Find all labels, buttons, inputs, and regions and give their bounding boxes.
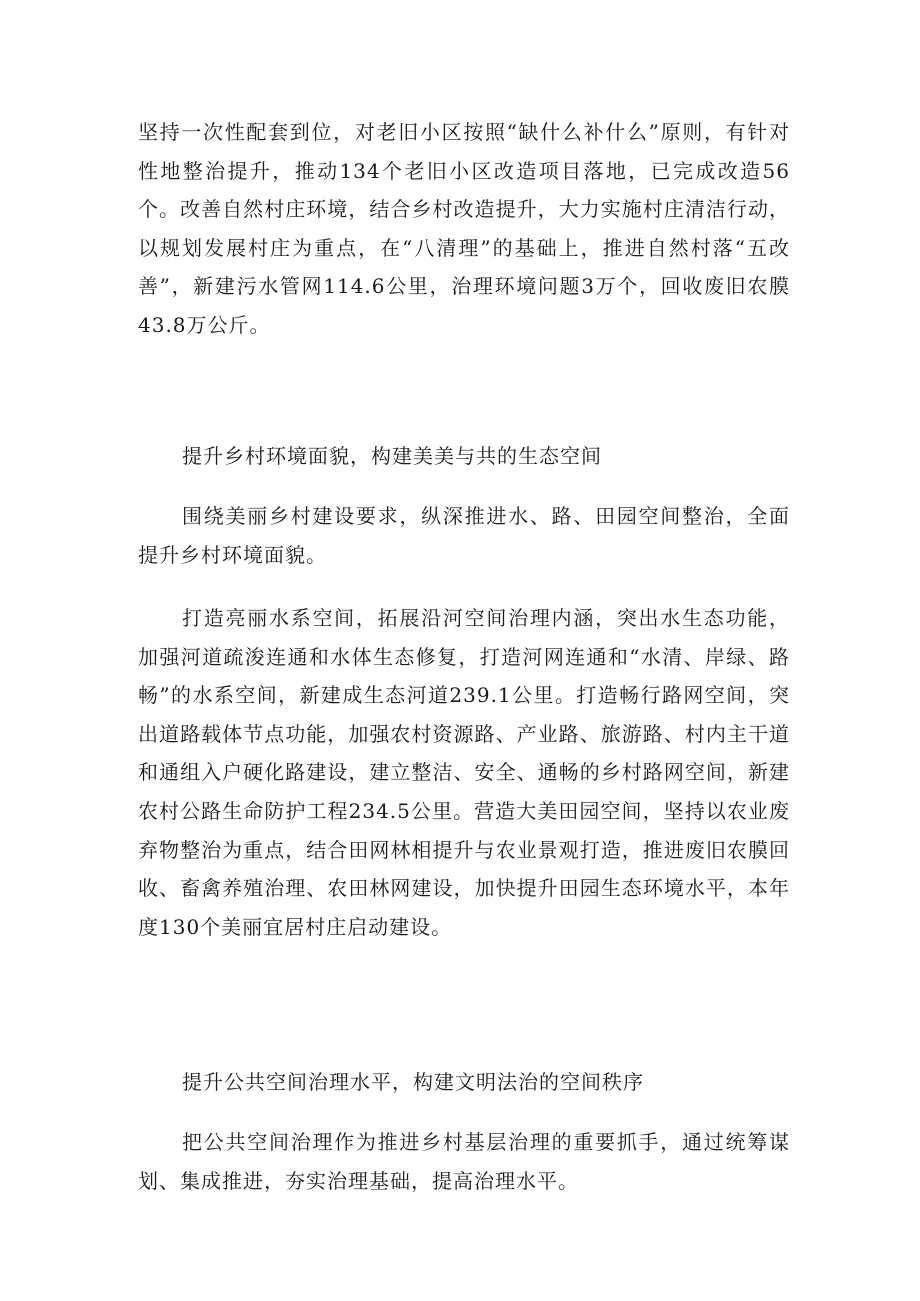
section-heading-environment: 提升乡村环境面貌，构建美美与共的生态空间 <box>182 444 602 468</box>
paragraph-environment-intro: 围绕美丽乡村建设要求，纵深推进水、路、田园空间整治，全面提升乡村环境面貌。 <box>138 504 790 567</box>
paragraph-spaces-detail: 打造亮丽水系空间，拓展沿河空间治理内涵，突出水生态功能，加强河道疏浚连通和水体生态修复，打造河网连通和“水清、岸绿、路畅”的水系空间，新建成生态河道239.1公里。打造畅行路网空间，突出道路载体节点功能，加强农村资源路、产业路、旅游路、村内主干道和通组入户硬化路建设，建立整洁、安全、通畅的乡村路网空间，新建农村公路生命防护工程234.5公里。营造大美田园空间，坚持以农业废弃物整治为重点，结合田网林相提升与农业景观打造，推进废旧农膜回收、畜禽养殖治理、农田林网建设，加快提升田园生态环境水平，本年度130个美丽宜居村庄启动建设。 <box>138 606 790 939</box>
section-heading-governance: 提升公共空间治理水平，构建文明法治的空间秩序 <box>182 1070 644 1094</box>
paragraph-governance-intro: 把公共空间治理作为推进乡村基层治理的重要抓手，通过统筹谋划、集成推进，夯实治理基础，提高治理水平。 <box>138 1130 790 1193</box>
paragraph-continuation: 坚持一次性配套到位，对老旧小区按照“缺什么补什么”原则，有针对性地整治提升，推动134个老旧小区改造项目落地，已完成改造56个。改善自然村庄环境，结合乡村改造提升，大力实施村庄清洁行动，以规划发展村庄为重点，在“八清理”的基础上，推进自然村落“五改善”，新建污水管网114.6公里，治理环境问题3万个，回收废旧农膜43.8万公斤。 <box>138 120 790 337</box>
